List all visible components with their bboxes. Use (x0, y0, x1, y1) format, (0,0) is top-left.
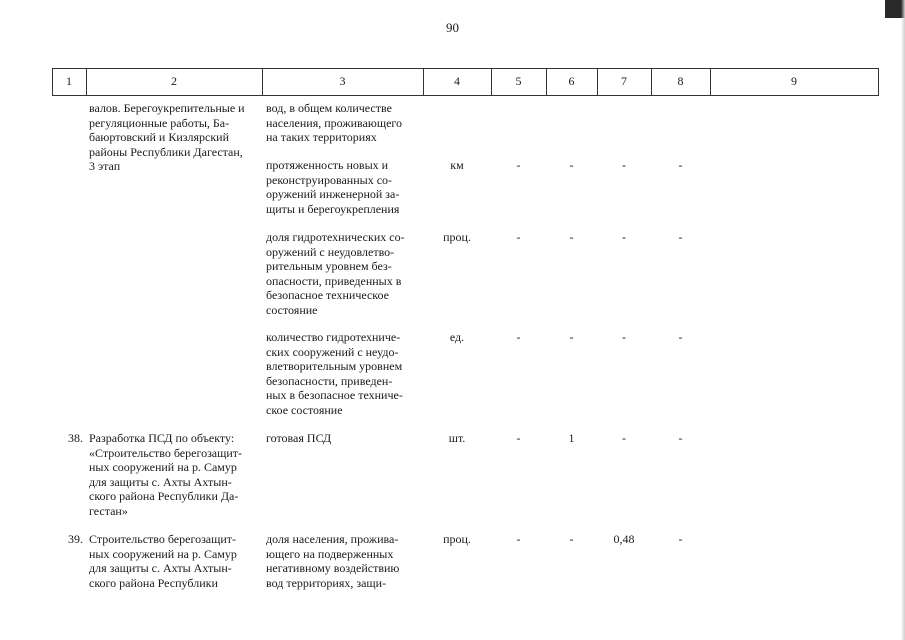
value-cell: - (678, 158, 683, 172)
value-cell: - (678, 230, 683, 244)
indicator-line: рительным уровнем без- (266, 259, 392, 273)
column-header: 9 (791, 74, 797, 88)
indicator-line: готовая ПСД (266, 431, 332, 445)
value-cell: - (678, 431, 683, 445)
indicator-text (266, 431, 418, 446)
table-top-border (52, 68, 878, 69)
indicator-line: влетворительным уровнем (266, 359, 403, 373)
column-header: 2 (171, 74, 177, 88)
indicator-text (266, 158, 418, 216)
page-number: 90 (446, 20, 459, 35)
indicator-text (266, 532, 418, 590)
row-name-line: 3 этап (89, 159, 121, 173)
row-name-line: ных сооружений на р. Самур (89, 546, 237, 561)
value-cell: - (516, 431, 521, 445)
unit-cell: шт. (448, 431, 466, 445)
row-number: 39. (68, 532, 83, 546)
indicator-text (266, 101, 418, 145)
indicator-line: вод территориях, защи- (266, 575, 387, 590)
unit-cell: км (450, 158, 464, 172)
value-cell: - (516, 158, 521, 172)
indicator-line: ских сооружений с неудо- (266, 344, 399, 359)
value-cell: - (622, 431, 626, 445)
value-cell: - (516, 330, 521, 344)
row-name-line: Строительство берегозащит- (89, 532, 237, 546)
row-name-line: ского района Республики (89, 575, 218, 590)
indicator-line: ных в безопасное техниче- (266, 388, 403, 402)
indicator-line: оружений инженерной за- (266, 187, 400, 201)
value-cell: - (569, 158, 574, 172)
value-cell: 0,48 (613, 532, 635, 546)
indicator-line: негативному воздействию (266, 561, 400, 575)
row-number: 38. (68, 431, 83, 445)
indicator-line: состояние (266, 302, 318, 317)
value-cell: - (569, 532, 574, 546)
indicator-line: доля населения, прожива- (266, 532, 399, 546)
column-header: 6 (568, 74, 575, 88)
indicator-line: протяженность новых и (266, 158, 389, 172)
row-name-line: для защиты с. Ахты Ахтын- (89, 474, 232, 489)
value-cell: - (516, 230, 521, 244)
indicator-line: доля гидротехнических со- (266, 230, 405, 244)
value-cell: - (569, 330, 574, 344)
value-cell: 1 (568, 431, 575, 445)
indicator-line: реконструированных со- (266, 172, 393, 187)
indicator-line: безопасности, приведен- (266, 373, 393, 388)
unit-cell: проц. (443, 230, 471, 244)
unit-cell: проц. (443, 532, 471, 546)
indicator-line: щиты и берегоукрепления (266, 201, 400, 216)
indicator-line: оружений с неудовлетво- (266, 244, 395, 259)
indicator-line: ющего на подверженных (266, 546, 394, 561)
column-header: 1 (66, 74, 72, 88)
table-header-bottom-border (52, 95, 878, 96)
column-header: 3 (339, 74, 346, 88)
row-name-line: валов. Берегоукрепительные и (89, 101, 245, 115)
table-row-name (89, 532, 259, 590)
row-name-line: гестан» (89, 503, 128, 518)
row-name-line: Разработка ПСД по объекту: (89, 431, 235, 445)
indicator-line: вод, в общем количестве (266, 101, 392, 115)
row-name-line: регуляционные работы, Ба- (89, 115, 230, 130)
scan-edge-shade (901, 0, 905, 640)
row-name-line: «Строительство берегозащит- (89, 445, 243, 460)
table-row-name (89, 431, 259, 518)
indicator-line: безопасное техническое (266, 288, 389, 302)
row-name-line: ных сооружений на р. Самур (89, 460, 237, 474)
indicator-line: на таких территориях (266, 130, 377, 144)
indicator-line: количество гидротехниче- (266, 330, 401, 344)
indicator-text (266, 330, 418, 417)
column-header: 5 (515, 74, 522, 88)
value-cell: - (516, 532, 521, 546)
col-divider (878, 68, 879, 96)
column-header: 8 (677, 74, 684, 88)
column-header: 7 (621, 74, 627, 88)
row-name-line: районы Республики Дагестан, (89, 144, 243, 159)
value-cell: - (569, 230, 574, 244)
unit-cell: ед. (449, 330, 465, 344)
indicator-text (266, 230, 418, 317)
value-cell: - (622, 158, 626, 172)
value-cell: - (678, 330, 683, 344)
value-cell: - (622, 230, 626, 244)
indicator-line: ское состояние (266, 402, 343, 417)
row-name-line: ского района Республики Да- (89, 489, 239, 503)
table-row-name (89, 101, 259, 174)
indicator-line: опасности, приведенных в (266, 273, 402, 288)
value-cell: - (622, 330, 626, 344)
row-name-line: для защиты с. Ахты Ахтын- (89, 561, 232, 575)
value-cell: - (678, 532, 683, 546)
indicator-line: населения, проживающего (266, 115, 403, 130)
row-name-line: баюртовский и Кизлярский (89, 130, 230, 144)
column-header: 4 (454, 74, 460, 88)
